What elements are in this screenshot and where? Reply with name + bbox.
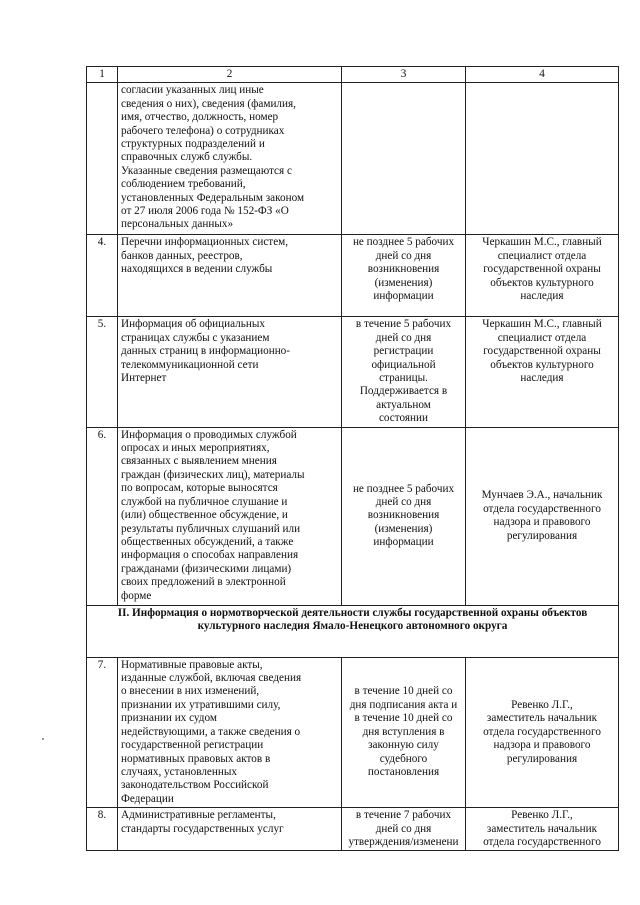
term-cell	[342, 83, 466, 235]
responsible-text: Ревенко Л.Г., заместитель начальник отдела государственного надзора и правового регулирования	[483, 698, 601, 765]
term-cell	[342, 317, 466, 427]
info-text: Нормативные правовые акты, изданные службой, включая сведения о внесении в них изменений, признании их утратившими силу, признании их судом недействующими, а также сведения о государственной регистрации нормативных правовых актов в случаях, установленных законодательством Российской Федерации	[121, 658, 302, 805]
header-col-3: 3	[342, 67, 466, 83]
row-number: 6.	[87, 427, 118, 605]
info-text: Административные регламенты, стандарты государственных услуг	[121, 809, 284, 835]
responsible-text: Черкашин М.С., главный специалист отдела государственной охраны объектов культурного наследия	[482, 236, 602, 303]
section-title: II. Информация о нормотворческой деятельности службы государственной охраны объектов культурного наследия Ямало-Ненецкого автономного округа	[87, 605, 619, 657]
row-number	[87, 83, 118, 235]
responsible-text: Мунчаев Э.А., начальник отдела государственного надзора и правового регулирования	[481, 489, 603, 542]
term-text: в течение 7 рабочих дней со дня утверждения/изменени	[348, 809, 459, 848]
header-col-1: 1	[87, 67, 118, 83]
scan-speck	[42, 738, 44, 740]
info-table	[86, 66, 619, 851]
header-col-4: 4	[466, 67, 619, 83]
info-text: Перечни информационных систем, банков данных, реестров, находящихся в ведении службы	[121, 236, 289, 276]
term-cell	[342, 427, 466, 605]
responsible-cell	[466, 235, 619, 317]
info-cell	[118, 83, 342, 235]
table-row	[87, 657, 619, 807]
responsible-cell	[466, 317, 619, 427]
responsible-cell	[466, 83, 619, 235]
table-row	[87, 808, 619, 851]
info-text: Информация о проводимых службой опросах и иных мероприятиях, связанных с выявлением мнения граждан (физических лиц), материалы по вопросам, которые выносятся службой на публичное слушание и (или) общественное обсуждение, и результаты публичных слушаний или общественных обсуждений, а также информация о способах направления гражданами (физическими лицами) своих предложений в электронной форме	[121, 428, 305, 602]
info-cell	[118, 235, 342, 317]
table-row	[87, 83, 619, 235]
term-cell	[342, 808, 466, 851]
term-text: в течение 5 рабочих дней со дня регистрации официальной страницы. Поддерживается в актуальном состоянии	[355, 318, 452, 425]
term-text: не позднее 5 рабочих дней со дня возникновения (изменения) информации	[352, 482, 455, 549]
responsible-cell	[466, 808, 619, 851]
term-cell	[342, 235, 466, 317]
info-cell	[118, 317, 342, 427]
row-number: 7.	[87, 657, 118, 807]
table-row	[87, 427, 619, 605]
header-col-2: 2	[118, 67, 342, 83]
row-number: 8.	[87, 808, 118, 851]
section-row	[87, 605, 619, 657]
header-row	[87, 67, 619, 83]
responsible-cell	[466, 657, 619, 807]
info-text: Информация об официальных страницах службы с указанием данных страниц в информационно- телекоммуникационной сети Интернет	[121, 318, 290, 385]
info-cell	[118, 657, 342, 807]
info-cell	[118, 808, 342, 851]
row-number: 5.	[87, 317, 118, 427]
responsible-text: Ревенко Л.Г., заместитель начальник отдела государственного	[483, 809, 601, 848]
term-text: не позднее 5 рабочих дней со дня возникновения (изменения) информации	[352, 236, 455, 303]
term-text: в течение 10 дней со дня подписания акта и в течение 10 дней со дня вступления в законную силу судебного постановления	[349, 685, 458, 778]
table-row	[87, 317, 619, 427]
table-row	[87, 235, 619, 317]
responsible-text: Черкашин М.С., главный специалист отдела государственной охраны объектов культурного наследия	[482, 318, 602, 385]
info-text: согласии указанных лиц иные сведения о них), сведения (фамилия, имя, отчество, должность, номер рабочего телефона) о сотрудниках структурных подразделений и справочных служб службы. Указанные сведения размещаются с соблюдением требований, установленных Федеральным законом от 27 июля 2006 года № 152-ФЗ «О персональных данных»	[121, 84, 305, 231]
term-cell	[342, 657, 466, 807]
info-cell	[118, 427, 342, 605]
responsible-cell	[466, 427, 619, 605]
row-number: 4.	[87, 235, 118, 317]
